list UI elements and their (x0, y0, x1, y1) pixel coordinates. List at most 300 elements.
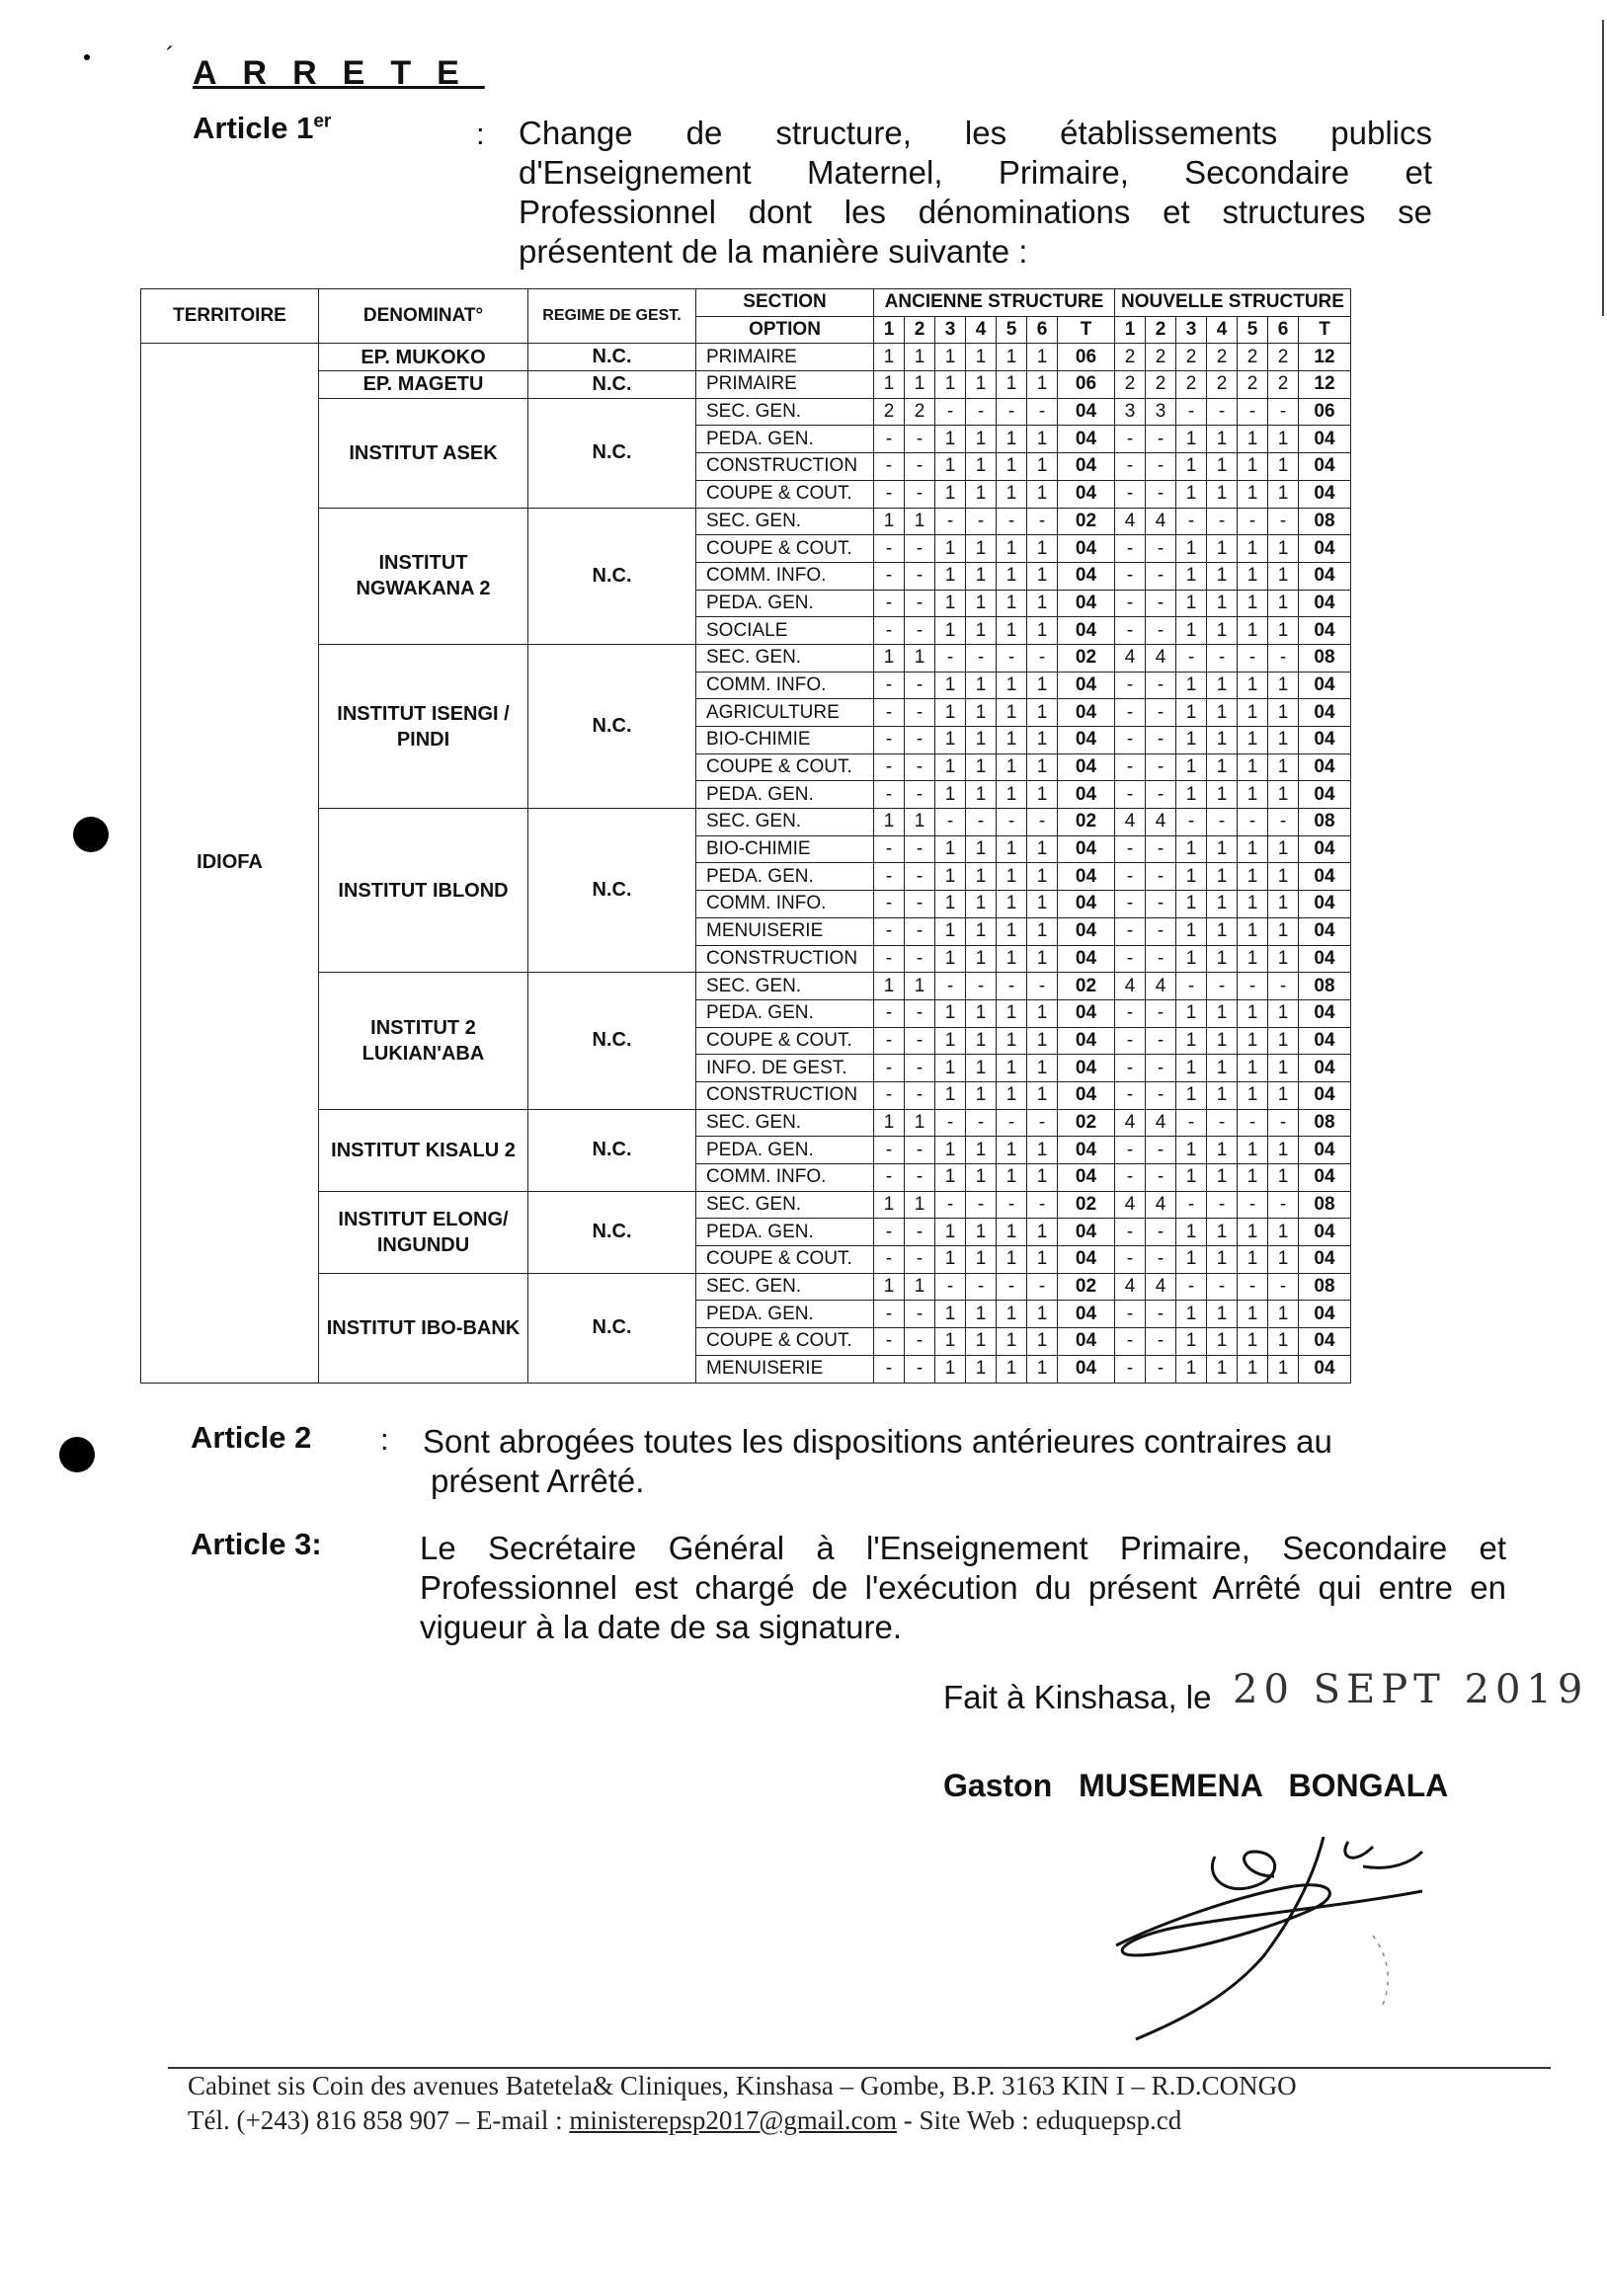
new-structure-cell: - (1238, 973, 1268, 1000)
old-structure-cell: 1 (966, 727, 997, 754)
old-structure-cell: 1 (874, 1191, 905, 1219)
old-structure-cell: - (905, 727, 935, 754)
new-structure-cell: - (1238, 1273, 1268, 1301)
new-structure-cell: 1 (1238, 1055, 1268, 1082)
old-structure-cell: - (874, 753, 905, 781)
old-structure-cell: 1 (1027, 1164, 1058, 1192)
article3-line: Le Secrétaire Général à l'Enseignement Primaire, Secondaire et (420, 1530, 1506, 1566)
new-structure-cell: 1 (1176, 1246, 1207, 1274)
old-structure-cell: 1 (874, 973, 905, 1000)
new-structure-cell: 4 (1146, 1191, 1176, 1219)
new-structure-cell: 1 (1268, 1246, 1299, 1274)
table-row (141, 508, 1351, 535)
old-structure-cell: 1 (935, 699, 966, 727)
header-option: OPTION (696, 316, 874, 344)
new-structure-cell: 04 (1299, 999, 1351, 1027)
new-structure-cell: 1 (1268, 1164, 1299, 1192)
old-structure-cell: 1 (1027, 1219, 1058, 1246)
old-structure-cell: 1 (997, 480, 1027, 508)
article2-label: Article 2 (191, 1420, 312, 1455)
new-structure-cell: - (1115, 672, 1146, 699)
regime-cell: N.C. (528, 644, 696, 808)
old-structure-cell: 04 (1058, 1055, 1115, 1082)
page-edge-line (1602, 20, 1604, 316)
new-structure-cell: 08 (1299, 1109, 1351, 1137)
old-structure-cell: - (905, 1164, 935, 1192)
new-structure-cell: - (1268, 644, 1299, 672)
new-structure-cell: 1 (1238, 699, 1268, 727)
regime-cell: N.C. (528, 398, 696, 508)
new-structure-cell: 04 (1299, 590, 1351, 617)
new-structure-cell: 1 (1268, 535, 1299, 563)
new-structure-cell: 1 (1176, 1137, 1207, 1164)
old-structure-cell: 1 (997, 453, 1027, 481)
new-structure-cell: - (1146, 672, 1176, 699)
old-structure-cell: 1 (935, 1081, 966, 1109)
old-structure-cell: 1 (874, 344, 905, 371)
new-structure-cell: - (1207, 644, 1238, 672)
option-cell: SEC. GEN. (696, 508, 874, 535)
old-structure-cell: - (905, 1027, 935, 1055)
option-cell: PEDA. GEN. (696, 781, 874, 809)
old-structure-cell: - (905, 590, 935, 617)
new-structure-cell: 04 (1299, 426, 1351, 453)
old-structure-cell: 1 (874, 809, 905, 836)
new-structure-cell: 04 (1299, 1055, 1351, 1082)
old-structure-cell: 1 (935, 535, 966, 563)
new-structure-cell: 1 (1238, 863, 1268, 891)
header-new-col: 6 (1268, 316, 1299, 344)
new-structure-cell: 1 (1268, 699, 1299, 727)
new-structure-cell: - (1207, 809, 1238, 836)
old-structure-cell: - (905, 917, 935, 945)
new-structure-cell: - (1146, 617, 1176, 645)
header-old-col: 4 (966, 316, 997, 344)
new-structure-cell: - (1238, 809, 1268, 836)
old-structure-cell: - (1027, 1273, 1058, 1301)
old-structure-cell: 1 (935, 453, 966, 481)
old-structure-cell: 1 (966, 1246, 997, 1274)
old-structure-cell: - (874, 863, 905, 891)
new-structure-cell: - (1146, 863, 1176, 891)
new-structure-cell: 1 (1268, 917, 1299, 945)
new-structure-cell: 1 (1176, 1219, 1207, 1246)
new-structure-cell: - (1115, 1081, 1146, 1109)
option-cell: MENUISERIE (696, 1355, 874, 1383)
new-structure-cell: 1 (1207, 617, 1238, 645)
old-structure-cell: 1 (1027, 1055, 1058, 1082)
new-structure-cell: - (1176, 644, 1207, 672)
article1-label-text: Article 1 (193, 111, 314, 145)
new-structure-cell: 1 (1238, 535, 1268, 563)
new-structure-cell: 1 (1268, 945, 1299, 973)
option-cell: COUPE & COUT. (696, 1027, 874, 1055)
old-structure-cell: 1 (935, 426, 966, 453)
header-territoire: TERRITOIRE (141, 289, 319, 344)
new-structure-cell: 1 (1268, 672, 1299, 699)
old-structure-cell: 1 (935, 727, 966, 754)
old-structure-cell: 1 (966, 1027, 997, 1055)
old-structure-cell: 1 (997, 999, 1027, 1027)
option-cell: SOCIALE (696, 617, 874, 645)
old-structure-cell: 1 (966, 699, 997, 727)
article2-text (423, 1422, 1371, 1501)
old-structure-cell: 04 (1058, 1355, 1115, 1383)
new-structure-cell: 1 (1268, 1027, 1299, 1055)
old-structure-cell: - (997, 644, 1027, 672)
new-structure-cell: 04 (1299, 453, 1351, 481)
option-cell: CONSTRUCTION (696, 1081, 874, 1109)
new-structure-cell: - (1146, 590, 1176, 617)
old-structure-cell: 1 (997, 426, 1027, 453)
old-structure-cell: 1 (966, 1219, 997, 1246)
old-structure-cell: 1 (874, 1109, 905, 1137)
new-structure-cell: 1 (1207, 535, 1238, 563)
old-structure-cell: 1 (997, 1219, 1027, 1246)
old-structure-cell: 1 (966, 562, 997, 590)
new-structure-cell: 1 (1268, 1328, 1299, 1356)
article1-line: Change de structure, les établissements publics (519, 115, 1432, 151)
header-new-col: 4 (1207, 316, 1238, 344)
new-structure-cell: - (1115, 863, 1146, 891)
old-structure-cell: - (874, 999, 905, 1027)
new-structure-cell: 1 (1268, 753, 1299, 781)
new-structure-cell: 2 (1115, 371, 1146, 399)
new-structure-cell: 1 (1238, 1164, 1268, 1192)
new-structure-cell: 1 (1268, 835, 1299, 863)
old-structure-cell: 1 (1027, 891, 1058, 918)
new-structure-cell: 2 (1238, 371, 1268, 399)
old-structure-cell: - (997, 508, 1027, 535)
old-structure-cell: 04 (1058, 398, 1115, 426)
new-structure-cell: 3 (1146, 398, 1176, 426)
old-structure-cell: 1 (966, 617, 997, 645)
table-row (141, 344, 1351, 371)
new-structure-cell: 1 (1176, 1164, 1207, 1192)
old-structure-cell: - (874, 535, 905, 563)
new-structure-cell: - (1115, 1219, 1146, 1246)
old-structure-cell: 1 (935, 590, 966, 617)
new-structure-cell: - (1115, 999, 1146, 1027)
option-cell: SEC. GEN. (696, 1191, 874, 1219)
new-structure-cell: - (1176, 973, 1207, 1000)
old-structure-cell: - (905, 753, 935, 781)
old-structure-cell: 1 (966, 1137, 997, 1164)
new-structure-cell: 1 (1176, 999, 1207, 1027)
new-structure-cell: 04 (1299, 699, 1351, 727)
table-row (141, 398, 1351, 426)
new-structure-cell: 1 (1238, 590, 1268, 617)
old-structure-cell: 1 (966, 863, 997, 891)
new-structure-cell: 04 (1299, 863, 1351, 891)
new-structure-cell: - (1176, 809, 1207, 836)
option-cell: BIO-CHIMIE (696, 835, 874, 863)
denomination-cell: INSTITUT NGWAKANA 2 (319, 508, 528, 644)
new-structure-cell: 1 (1238, 1246, 1268, 1274)
option-cell: SEC. GEN. (696, 644, 874, 672)
old-structure-cell: 1 (966, 535, 997, 563)
article3-line: Professionnel est chargé de l'exécution du présent Arrêté qui entre en (420, 1569, 1506, 1606)
new-structure-cell: 1 (1238, 1027, 1268, 1055)
new-structure-cell: - (1115, 1055, 1146, 1082)
old-structure-cell: 1 (935, 917, 966, 945)
footer-website: - Site Web : eduquepsp.cd (897, 2105, 1182, 2135)
new-structure-cell: - (1115, 535, 1146, 563)
new-structure-cell: 2 (1207, 371, 1238, 399)
old-structure-cell: 1 (966, 1164, 997, 1192)
option-cell: COUPE & COUT. (696, 480, 874, 508)
new-structure-cell: 1 (1176, 617, 1207, 645)
header-old-col: 6 (1027, 316, 1058, 344)
new-structure-cell: - (1146, 1164, 1176, 1192)
new-structure-cell: - (1207, 973, 1238, 1000)
new-structure-cell: - (1115, 1164, 1146, 1192)
new-structure-cell: - (1115, 1355, 1146, 1383)
old-structure-cell: 1 (935, 371, 966, 399)
new-structure-cell: 1 (1238, 1328, 1268, 1356)
header-new-col: 5 (1238, 316, 1268, 344)
old-structure-cell: - (874, 917, 905, 945)
old-structure-cell: 04 (1058, 1081, 1115, 1109)
new-structure-cell: 1 (1176, 917, 1207, 945)
article1-line: d'Enseignement Maternel, Primaire, Secondaire et (519, 154, 1432, 191)
new-structure-cell: 1 (1238, 1081, 1268, 1109)
new-structure-cell: 08 (1299, 809, 1351, 836)
old-structure-cell: - (905, 1219, 935, 1246)
article1-label (193, 111, 331, 146)
new-structure-cell: - (1207, 508, 1238, 535)
old-structure-cell: 1 (966, 753, 997, 781)
old-structure-cell: 1 (935, 1246, 966, 1274)
old-structure-cell: 04 (1058, 453, 1115, 481)
old-structure-cell: 1 (935, 617, 966, 645)
new-structure-cell: 1 (1176, 753, 1207, 781)
old-structure-cell: - (874, 1137, 905, 1164)
new-structure-cell: - (1115, 617, 1146, 645)
new-structure-cell: 1 (1268, 999, 1299, 1027)
old-structure-cell: 1 (1027, 672, 1058, 699)
old-structure-cell: 04 (1058, 535, 1115, 563)
new-structure-cell: - (1238, 508, 1268, 535)
old-structure-cell: 1 (1027, 371, 1058, 399)
old-structure-cell: 1 (1027, 344, 1058, 371)
new-structure-cell: 4 (1146, 1273, 1176, 1301)
new-structure-cell: 1 (1238, 945, 1268, 973)
new-structure-cell: 04 (1299, 727, 1351, 754)
header-new-col: 2 (1146, 316, 1176, 344)
new-structure-cell: 3 (1115, 398, 1146, 426)
option-cell: COUPE & COUT. (696, 753, 874, 781)
new-structure-cell: 1 (1238, 1301, 1268, 1328)
old-structure-cell: - (935, 398, 966, 426)
new-structure-cell: 04 (1299, 1081, 1351, 1109)
new-structure-cell: 1 (1268, 863, 1299, 891)
old-structure-cell: 1 (997, 371, 1027, 399)
new-structure-cell: 1 (1176, 535, 1207, 563)
new-structure-cell: 04 (1299, 1137, 1351, 1164)
old-structure-cell: 04 (1058, 917, 1115, 945)
old-structure-cell: 1 (966, 891, 997, 918)
new-structure-cell: 4 (1115, 973, 1146, 1000)
old-structure-cell: 1 (935, 480, 966, 508)
old-structure-cell: 02 (1058, 1191, 1115, 1219)
new-structure-cell: 2 (1176, 371, 1207, 399)
old-structure-cell: 1 (966, 1355, 997, 1383)
new-structure-cell: 1 (1268, 426, 1299, 453)
old-structure-cell: - (966, 1273, 997, 1301)
old-structure-cell: 04 (1058, 781, 1115, 809)
new-structure-cell: - (1238, 644, 1268, 672)
new-structure-cell: 06 (1299, 398, 1351, 426)
old-structure-cell: 04 (1058, 672, 1115, 699)
old-structure-cell: 04 (1058, 727, 1115, 754)
option-cell: COMM. INFO. (696, 562, 874, 590)
old-structure-cell: - (905, 863, 935, 891)
new-structure-cell: - (1238, 1109, 1268, 1137)
old-structure-cell: 1 (997, 891, 1027, 918)
new-structure-cell: 2 (1238, 344, 1268, 371)
old-structure-cell: - (935, 508, 966, 535)
old-structure-cell: 1 (1027, 835, 1058, 863)
footer-rule (168, 2067, 1551, 2069)
old-structure-cell: - (905, 945, 935, 973)
table-row (141, 371, 1351, 399)
new-structure-cell: 1 (1268, 1137, 1299, 1164)
new-structure-cell: 1 (1268, 562, 1299, 590)
new-structure-cell: - (1115, 699, 1146, 727)
new-structure-cell: - (1146, 426, 1176, 453)
new-structure-cell: 1 (1207, 753, 1238, 781)
old-structure-cell: 04 (1058, 1219, 1115, 1246)
new-structure-cell: - (1207, 398, 1238, 426)
new-structure-cell: 1 (1207, 835, 1238, 863)
new-structure-cell: - (1115, 1027, 1146, 1055)
new-structure-cell: - (1268, 508, 1299, 535)
old-structure-cell: - (1027, 1191, 1058, 1219)
new-structure-cell: 1 (1238, 672, 1268, 699)
old-structure-cell: 1 (966, 453, 997, 481)
denomination-cell: INSTITUT ELONG/ INGUNDU (319, 1191, 528, 1273)
new-structure-cell: 1 (1207, 1219, 1238, 1246)
new-structure-cell: 04 (1299, 480, 1351, 508)
old-structure-cell: 06 (1058, 344, 1115, 371)
old-structure-cell: 1 (966, 590, 997, 617)
new-structure-cell: 1 (1207, 672, 1238, 699)
old-structure-cell: 02 (1058, 809, 1115, 836)
denomination-cell: INSTITUT IBLOND (319, 809, 528, 973)
new-structure-cell: 1 (1176, 891, 1207, 918)
new-structure-cell: - (1115, 835, 1146, 863)
old-structure-cell: 04 (1058, 753, 1115, 781)
new-structure-cell: 4 (1115, 809, 1146, 836)
new-structure-cell: 1 (1238, 753, 1268, 781)
old-structure-cell: - (905, 1355, 935, 1383)
header-new-col: 3 (1176, 316, 1207, 344)
old-structure-cell: - (874, 945, 905, 973)
new-structure-cell: 04 (1299, 1301, 1351, 1328)
signing-place: Fait à Kinshasa, le (943, 1679, 1212, 1715)
option-cell: COUPE & COUT. (696, 535, 874, 563)
old-structure-cell: 04 (1058, 835, 1115, 863)
new-structure-cell: - (1115, 917, 1146, 945)
old-structure-cell: 04 (1058, 1246, 1115, 1274)
article1-label-sup: er (313, 111, 332, 132)
header-old-col: 3 (935, 316, 966, 344)
new-structure-cell: 2 (1207, 344, 1238, 371)
new-structure-cell: 04 (1299, 917, 1351, 945)
old-structure-cell: 1 (935, 1355, 966, 1383)
old-structure-cell: - (966, 644, 997, 672)
old-structure-cell: - (966, 398, 997, 426)
signatory-last-name: MUSEMENA BONGALA (1079, 1768, 1449, 1803)
old-structure-cell: - (935, 644, 966, 672)
footer-address: Cabinet sis Coin des avenues Batetela& Cliniques, Kinshasa – Gombe, B.P. 3163 KIN I – R.D.CONGO (188, 2071, 1297, 2100)
old-structure-cell: 1 (966, 781, 997, 809)
regime-cell: N.C. (528, 508, 696, 644)
new-structure-cell: - (1115, 1246, 1146, 1274)
new-structure-cell: - (1146, 753, 1176, 781)
document-title: ARRETE (193, 54, 485, 92)
new-structure-cell: - (1115, 1137, 1146, 1164)
old-structure-cell: 1 (1027, 562, 1058, 590)
new-structure-cell: 08 (1299, 508, 1351, 535)
new-structure-cell: 1 (1207, 1027, 1238, 1055)
old-structure-cell: - (874, 1328, 905, 1356)
new-structure-cell: 1 (1207, 945, 1238, 973)
new-structure-cell: 04 (1299, 672, 1351, 699)
article3-label: Article 3: (191, 1527, 322, 1561)
old-structure-cell: - (874, 672, 905, 699)
new-structure-cell: 04 (1299, 1219, 1351, 1246)
new-structure-cell: - (1238, 398, 1268, 426)
new-structure-cell: 2 (1268, 371, 1299, 399)
new-structure-cell: 04 (1299, 1355, 1351, 1383)
new-structure-cell: 1 (1176, 480, 1207, 508)
old-structure-cell: - (997, 398, 1027, 426)
old-structure-cell: 02 (1058, 1273, 1115, 1301)
new-structure-cell: 1 (1176, 1328, 1207, 1356)
old-structure-cell: 1 (966, 344, 997, 371)
table-row (141, 1109, 1351, 1137)
old-structure-cell: - (874, 1355, 905, 1383)
new-structure-cell: 1 (1238, 426, 1268, 453)
old-structure-cell: 1 (997, 727, 1027, 754)
article3-text (420, 1529, 1506, 1647)
header-regime: REGIME DE GEST. (528, 289, 696, 344)
new-structure-cell: 04 (1299, 1328, 1351, 1356)
footer-email-link[interactable]: ministerepsp2017@gmail.com (569, 2105, 897, 2135)
new-structure-cell: 1 (1238, 617, 1268, 645)
handwritten-date: 20 SEPT 2019 (1233, 1667, 1589, 1712)
binder-hole (73, 817, 109, 852)
new-structure-cell: 1 (1176, 453, 1207, 481)
new-structure-cell: - (1176, 398, 1207, 426)
new-structure-cell: 1 (1238, 1219, 1268, 1246)
new-structure-cell: - (1207, 1273, 1238, 1301)
old-structure-cell: 1 (966, 371, 997, 399)
regime-cell: N.C. (528, 1109, 696, 1191)
old-structure-cell: 04 (1058, 480, 1115, 508)
new-structure-cell: 4 (1115, 1273, 1146, 1301)
old-structure-cell: 04 (1058, 891, 1115, 918)
old-structure-cell: 1 (905, 1273, 935, 1301)
old-structure-cell: 1 (997, 753, 1027, 781)
footer-phone: Tél. (+243) 816 858 907 – E-mail : (188, 2105, 570, 2135)
structure-table (140, 288, 1351, 1384)
new-structure-cell: 1 (1176, 945, 1207, 973)
old-structure-cell: 1 (966, 480, 997, 508)
header-old-col: T (1058, 316, 1115, 344)
